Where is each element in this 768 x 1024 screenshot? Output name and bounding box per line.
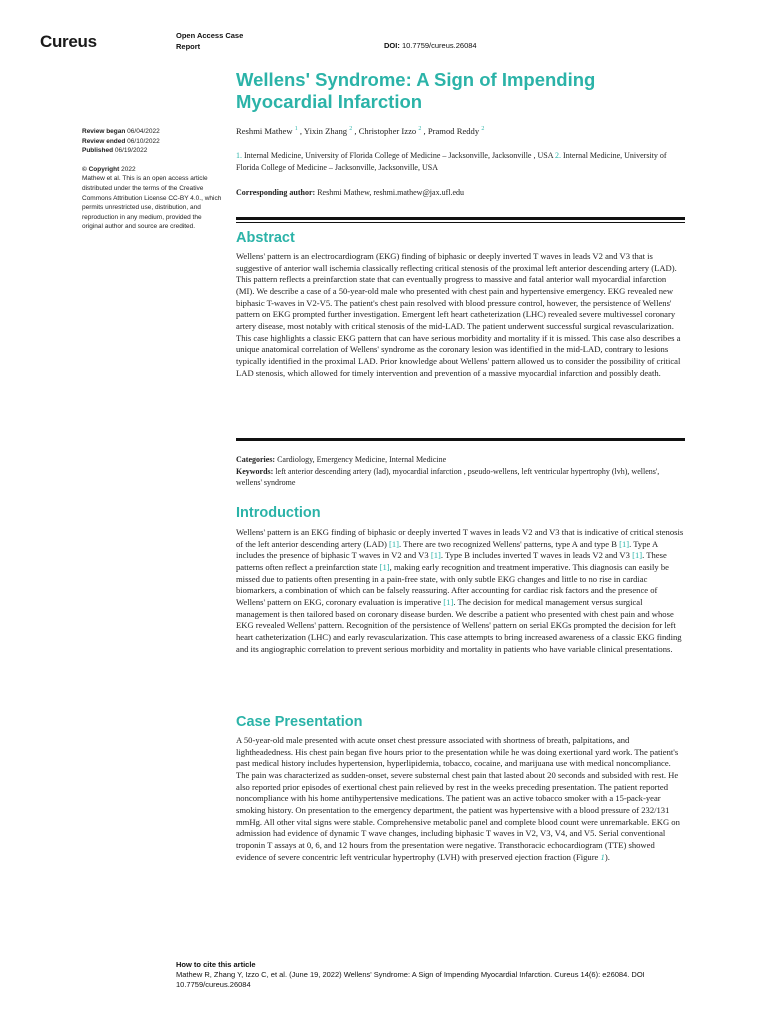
doi-value[interactable]: 10.7759/cureus.26084 <box>401 41 477 50</box>
author-name[interactable]: Christopher Izzo <box>358 125 417 136</box>
section-divider <box>236 438 685 441</box>
abstract-text: Wellens' pattern is an electrocardiogram (EKG) finding of biphasic or deeply inverted T waves in leads V2 and V3 that is suggestive of anterior wall ischemia classically reflecting critical stenosis of the proximal left anterior descending artery (LAD). This pattern reflects a preinfarction state that can eventually progress to massive and fatal anterior wall myocardial infarction (MI). We describe a case of a 50-year-old male who presented with chest pain and hypertensive emergency. EKG revealed new biphasic T-waves in V2-V5. The patient's chest pain resolved with blood pressure control, however, the persistence of Wellens' pattern on EKG prompted further investigation. Emergent left heart catheterization (LHC) revealed severe multivessel coronary artery disease, most notably with critical stenosis of the mid-LAD. The patient underwent successful surgical revascularization. This case highlights a classic EKG pattern that can have serious morbidity and mortality if it is missed. This case also describes a unique anatomical correlation of Wellens' syndrome as the coronary lesion was identified in the mid-LAD, contrary to lesions typically identified in the proximal LAD. Prior knowledge about Wellens' pattern allowed us to consider the possibility of critical LAD stenosis, which allowed for timely intervention and prevention of a massive myocardial infarction and possibly death. <box>236 251 681 378</box>
citation-link[interactable]: [1] <box>619 538 630 549</box>
intro-segment: . There are two recognized Wellens' patterns, type A and type B <box>398 538 620 549</box>
citation-link[interactable]: [1] <box>379 561 390 572</box>
article-type-line1: Open Access Case <box>176 31 244 40</box>
how-to-cite <box>176 960 716 990</box>
author-affiliation-ref[interactable]: 2 <box>349 126 353 132</box>
abstract-heading: Abstract <box>236 230 295 246</box>
case-segment: ). <box>604 851 610 862</box>
title-line1: Wellens' Syndrome: A Sign of Impending <box>236 69 596 90</box>
review-began <box>82 127 222 137</box>
intro-segment: . Type B includes inverted T waves in leads V2 and V3 <box>440 550 633 561</box>
introduction-heading: Introduction <box>236 505 321 521</box>
journal-logo: Cureus <box>40 32 97 51</box>
case-segment: A 50-year-old male presented with acute onset chest pressure associated with shortness of breath, palpitations, and lightheadedness. His chest pain began five hours prior to the presentation while he was doing exertional yard work. The patient's past medical history includes hypertension, hyperlipidemia, tobacco, cocaine, and marijuana use with medical noncompliance. The pain was characterized as sudden-onset, severe substernal chest pain that lasted about 20 seconds and subsided with rest. He also reported prior episodes of exertional chest pain relieved by rest in the weeks preceding presentation. The patient reported noncompliance with his home antihypertensive medications. The patient was an active tobacco smoker with a 15-pack-year smoking history. On presentation to the emergency department, the patient was hypertensive with a blood pressure of 232/131 mmHg. All other vital signs were stable. Comprehensive metabolic panel and complete blood count were unremarkable. EKG on admission had evidence of dynamic T wave changes, including biphasic T waves in V2, V3, V4, and V5. Serial conventional troponin T assays at 0, 6, and 12 hours from the presentation were negative. Transthoracic echocardiogram (TTE) showed evidence of severe concentric left ventricular hypertrophy (LVH) with preserved ejection fraction (Figure <box>236 735 680 862</box>
title-line2: Myocardial Infarction <box>236 91 423 112</box>
review-began-label: Review began <box>82 128 126 135</box>
figure-link[interactable]: 1 <box>600 851 605 862</box>
case-presentation-heading: Case Presentation <box>236 714 363 730</box>
license-text: Mathew et al. This is an open access article distributed under the terms of the Creative Commons Attribution License CC-BY 4.0., which permits unrestricted use, distribution, and reproduction in any medium, provided the original author and source are credited. <box>82 175 222 231</box>
doi-label: DOI: <box>384 41 400 50</box>
author-name[interactable]: Reshmi Mathew <box>236 125 293 136</box>
review-began-date: 06/04/2022 <box>127 128 160 135</box>
author-separator: , <box>352 125 359 136</box>
review-ended-date: 06/10/2022 <box>127 137 160 145</box>
corresponding-label: Corresponding author: <box>236 188 316 197</box>
how-to-cite-heading: How to cite this article <box>176 960 256 969</box>
author-affiliation-ref[interactable]: 2 <box>418 126 422 132</box>
copyright-label: © Copyright <box>82 165 120 173</box>
section-divider <box>236 217 685 220</box>
copyright <box>82 165 222 175</box>
keywords-label: Keywords: <box>236 466 274 476</box>
article-type <box>176 30 276 52</box>
header-doi <box>384 41 477 50</box>
citation-link[interactable]: [1] <box>388 538 399 549</box>
published <box>82 146 222 156</box>
review-ended-label: Review ended <box>82 137 126 145</box>
citation-link[interactable]: [1] <box>430 550 441 561</box>
intro-segment: . The decision for medical management versus surgical management is then tailored based on coronary disease burden. We describe a patient who presented with chest pain and whose EKG revealed Wellens' pattern. Recognition of the persistence of Wellens' pattern on serial EKGs prompted the decision for left heart catheterization (LHC) and early revascularization. This case attempts to bring increased awareness of a classic EKG finding and its angiographic correlation to prevent serious morbidity and mortality in patients who have variable clinical presentations. <box>236 596 682 654</box>
intro-segment: , making early recognition and treatment imperative. This diagnosis can easily be missed due to patients often presenting in a pain-free state, with only subtle EKG changes and little to no rise in cardiac biomarkers, a combination of which can be falsely reassuring. After accounting for cardiac risk factors and the presence of Wellens' pattern on EKG, coronary evaluation is imperative <box>236 561 669 607</box>
affiliation-text: Internal Medicine, University of Florida College of Medicine – Jacksonville, Jacksonville , USA <box>242 151 556 160</box>
categories-label: Categories: <box>236 455 276 464</box>
published-date: 06/19/2022 <box>114 147 148 155</box>
introduction-text <box>236 527 686 655</box>
author-affiliation-ref[interactable]: 1 <box>294 126 298 132</box>
citation-link[interactable]: [1] <box>632 550 643 561</box>
corresponding-value[interactable]: Reshmi Mathew, reshmi.mathew@jax.ufl.edu <box>315 188 465 197</box>
corresponding-author <box>236 187 688 198</box>
author-affiliation-ref[interactable]: 2 <box>481 126 485 132</box>
categories-keywords <box>236 454 686 489</box>
article-title <box>236 69 656 113</box>
citation-link[interactable]: [1] <box>443 596 454 607</box>
article-type-line2: Report <box>176 42 201 51</box>
intro-segment: . Type A includes the presence of biphasic T waves in V2 and V3 <box>236 538 658 561</box>
author-separator: , <box>421 125 428 136</box>
how-to-cite-text: Mathew R, Zhang Y, Izzo C, et al. (June 19, 2022) Wellens' Syndrome: A Sign of Impending Myocardial Infarction. Cureus 14(6): e26084. DOI 10.7759/cureus.26084 <box>176 970 645 989</box>
affiliation-number: 2. <box>555 151 562 160</box>
copyright-year: 2022 <box>121 165 136 173</box>
author-name[interactable]: Yixin Zhang <box>303 125 348 136</box>
review-ended <box>82 137 222 147</box>
categories-value: Cardiology, Emergency Medicine, Internal Medicine <box>275 455 447 464</box>
affiliation-text: Internal Medicine, University of Florida College of Medicine – Jacksonville, Jacksonville, USA <box>236 151 667 172</box>
case-presentation-text <box>236 735 686 863</box>
intro-segment: Wellens' pattern is an EKG finding of biphasic or deeply inverted T waves in leads V2 and V3 that is indicative of critical stenosis of the left anterior descending artery (LAD) <box>236 527 684 549</box>
author-list <box>236 123 686 137</box>
keywords <box>236 466 686 489</box>
affiliations <box>236 150 688 173</box>
article-metadata <box>82 127 222 232</box>
published-label: Published <box>82 147 114 155</box>
author-name[interactable]: Pramod Reddy <box>427 125 480 136</box>
section-divider <box>236 222 685 223</box>
affiliation-number: 1. <box>236 151 242 160</box>
author-separator: , <box>297 125 304 136</box>
keywords-value: left anterior descending artery (lad), myocardial infarction , pseudo-wellens, left ventricular hypertrophy (lvh), wellens', wellens' syndrome <box>236 466 660 487</box>
intro-segment: . These patterns often reflect a preinfarction state <box>236 550 667 572</box>
categories <box>236 454 686 466</box>
